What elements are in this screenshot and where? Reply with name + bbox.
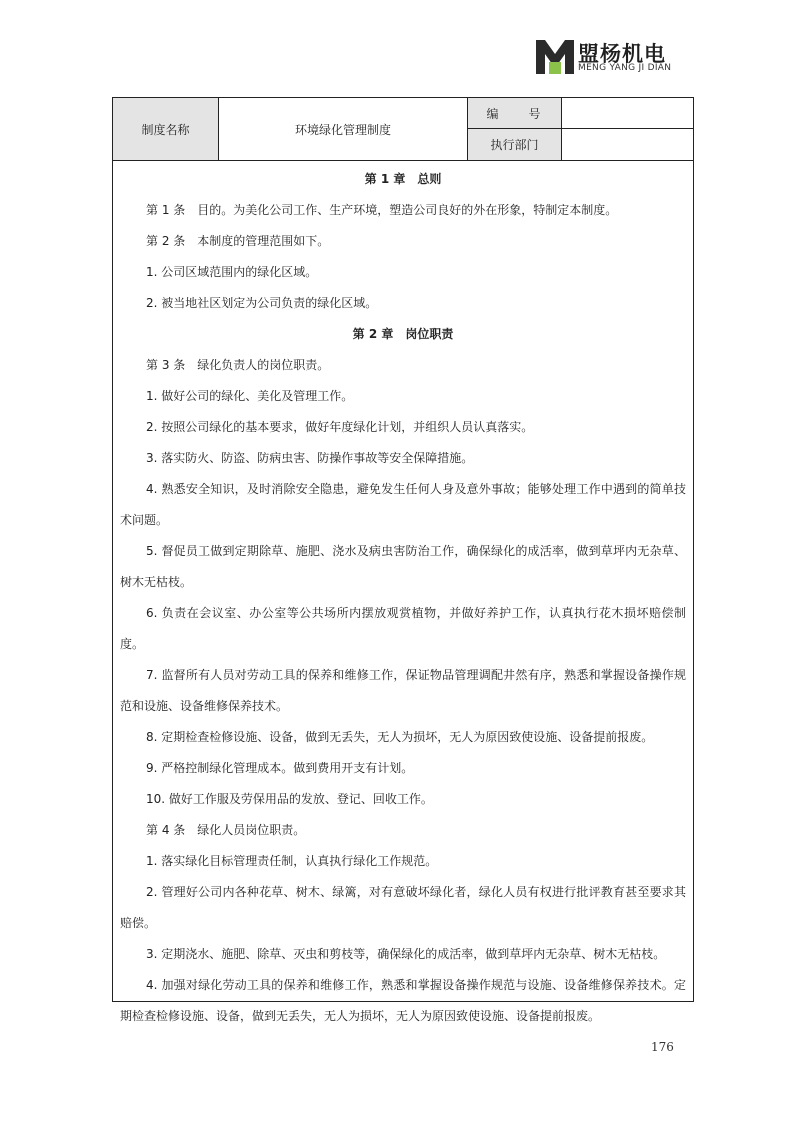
article-paragraph: 1. 做好公司的绿化、美化及管理工作。 (146, 389, 354, 403)
chapter-heading: 第 1 章 总则 (364, 172, 442, 186)
logo-name-cn: 盟杨机电 (578, 42, 666, 66)
article-paragraph: 2. 管理好公司内各种花草、树木、绿篱，对有意破坏绿化者，绿化人员有权进行批评教育甚至要求其赔偿。 (120, 885, 686, 930)
article-paragraph: 2. 被当地社区划定为公司负责的绿化区域。 (146, 296, 378, 310)
company-logo (536, 38, 676, 76)
article-paragraph: 1. 落实绿化目标管理责任制，认真执行绿化工作规范。 (146, 854, 438, 868)
article-paragraph: 6. 负责在会议室、办公室等公共场所内摆放观赏植物，并做好养护工作，认真执行花木损坏赔偿制度。 (120, 606, 686, 651)
article-paragraph: 8. 定期检查检修设施、设备，做到无丢失，无人为损坏，无人为原因致使设施、设备提前报废。 (146, 730, 654, 744)
number-label: 编 号 (468, 98, 562, 129)
article-paragraph: 3. 落实防火、防盗、防病虫害、防操作事故等安全保障措施。 (146, 451, 474, 465)
article-paragraph: 10. 做好工作服及劳保用品的发放、登记、回收工作。 (146, 792, 433, 806)
article-paragraph: 9. 严格控制绿化管理成本。做到费用开支有计划。 (146, 761, 414, 775)
article-paragraph: 3. 定期浇水、施肥、除草、灭虫和剪枝等，确保绿化的成活率，做到草坪内无杂草、树木无枯枝。 (146, 947, 666, 961)
article-paragraph: 4. 熟悉安全知识，及时消除安全隐患，避免发生任何人身及意外事故；能够处理工作中遇到的简单技术问题。 (120, 482, 686, 527)
article-paragraph: 2. 按照公司绿化的基本要求，做好年度绿化计划，并组织人员认真落实。 (146, 420, 534, 434)
article-paragraph: 1. 公司区域范围内的绿化区域。 (146, 265, 318, 279)
article-paragraph: 第 1 条 目的。为美化公司工作、生产环境，塑造公司良好的外在形象，特制定本制度。 (146, 203, 618, 217)
article-paragraph: 4. 加强对绿化劳动工具的保养和维修工作，熟悉和掌握设备操作规范与设施、设备维修保养技术。定期检查检修设施、设备，做到无丢失，无人为损坏，无人为原因致使设施、设备提前报废。 (120, 978, 686, 1023)
regulation-table (112, 97, 694, 1023)
name-value: 环境绿化管理制度 (219, 98, 468, 160)
name-label: 制度名称 (113, 98, 219, 160)
dept-label: 执行部门 (468, 129, 562, 160)
article-paragraph: 7. 监督所有人员对劳动工具的保养和维修工作，保证物品管理调配井然有序，熟悉和掌握设备操作规范和设施、设备维修保养技术。 (120, 668, 686, 713)
article-paragraph: 第 4 条 绿化人员岗位职责。 (146, 823, 306, 837)
page-number: 176 (651, 1040, 674, 1054)
regulation-header (113, 98, 693, 161)
number-value (562, 98, 693, 129)
logo-mark-icon (536, 40, 574, 74)
logo-name-en: MENG YANG JI DIAN (578, 63, 672, 73)
article-paragraph: 第 3 条 绿化负责人的岗位职责。 (146, 358, 330, 372)
regulation-body (113, 164, 693, 1032)
article-paragraph: 第 2 条 本制度的管理范围如下。 (146, 234, 330, 248)
article-paragraph: 5. 督促员工做到定期除草、施肥、浇水及病虫害防治工作，确保绿化的成活率，做到草坪内无杂草、树木无枯枝。 (120, 544, 686, 589)
chapter-heading: 第 2 章 岗位职责 (352, 327, 454, 341)
dept-value (562, 129, 693, 160)
